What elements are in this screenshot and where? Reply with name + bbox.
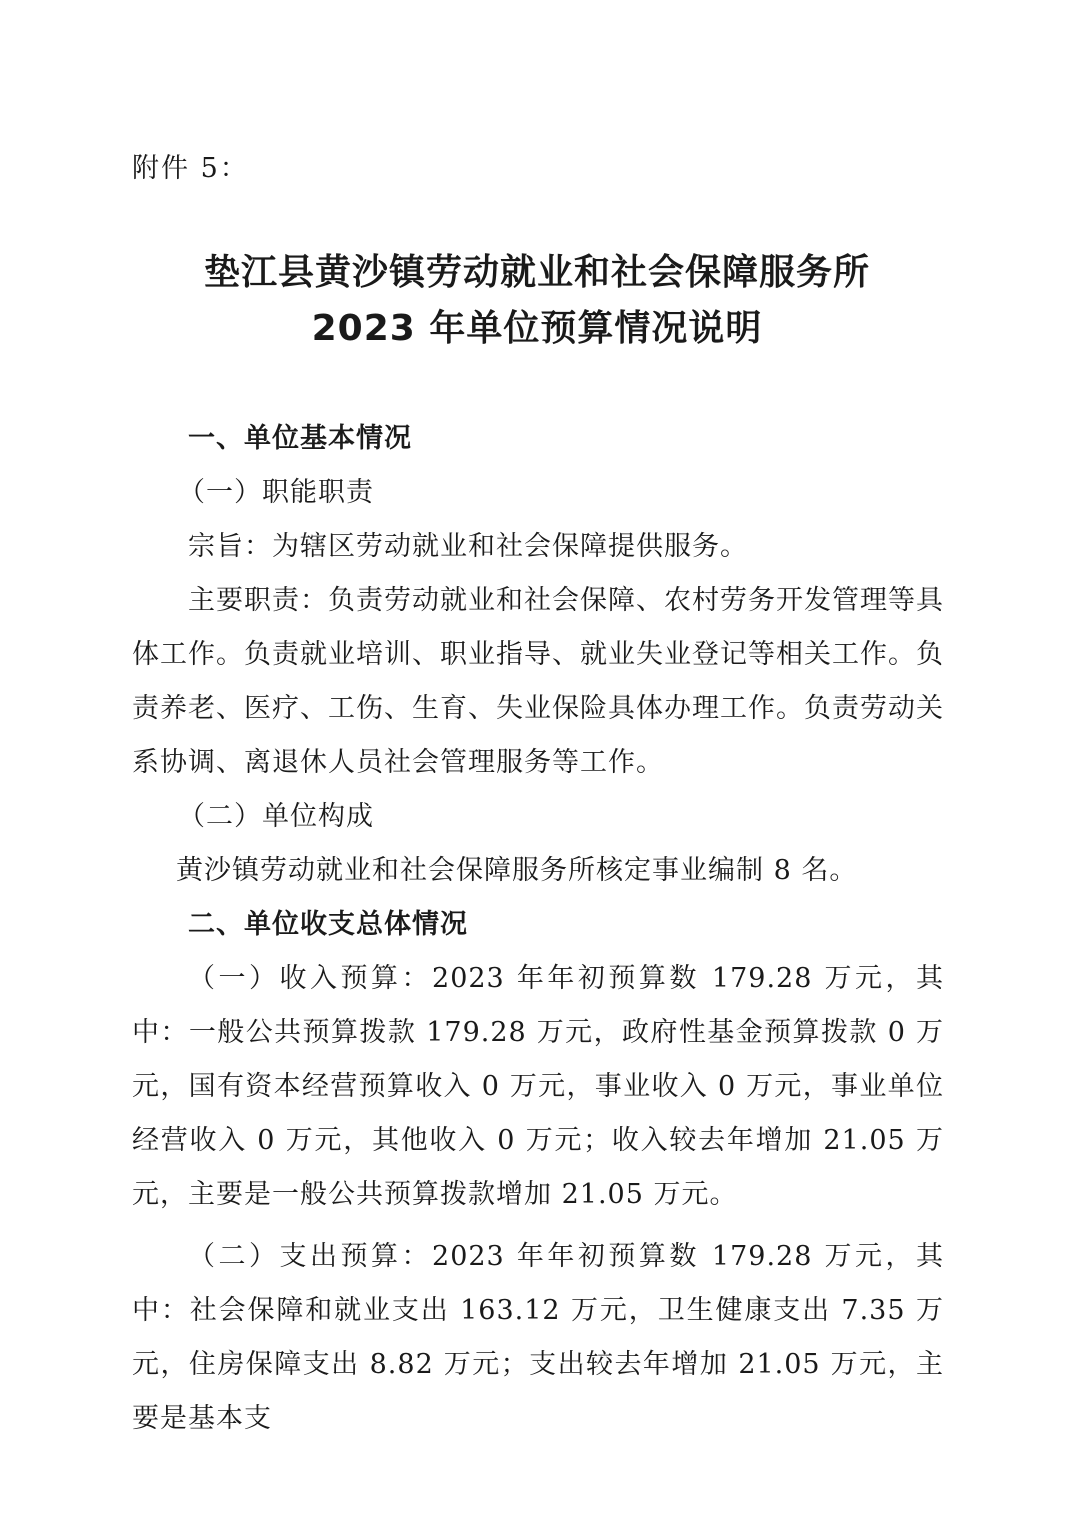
section-1-sub-2: （二）单位构成 — [178, 801, 374, 832]
attachment-label: 附件 5： — [132, 153, 249, 184]
income-paragraph: （一）收入预算：2023 年年初预算数 179.28 万元，其中：一般公共预算拨款 179.28 万元，政府性基金预算拨款 0 万元，国有资本经营预算收入 0 万元，事业收入 0 万元，事业单位经营收入 0 万元，其他收入 0 万元；收入较去年增加 21.05 万元，主要是一般公共预算拨款增加 21.05 万元。 — [132, 963, 944, 1210]
purpose-paragraph: 宗旨：为辖区劳动就业和社会保障提供服务。 — [188, 531, 748, 562]
document-title-line1: 垫江县黄沙镇劳动就业和社会保障服务所 — [203, 252, 870, 293]
expense-paragraph: （二）支出预算：2023 年年初预算数 179.28 万元，其中：社会保障和就业支出 163.12 万元，卫生健康支出 7.35 万元，住房保障支出 8.82 万元；支出较去年增加 21.05 万元，主要是基本支 — [132, 1241, 944, 1434]
duties-paragraph: 主要职责：负责劳动就业和社会保障、农村劳务开发管理等具体工作。负责就业培训、职业指导、就业失业登记等相关工作。负责养老、医疗、工伤、生育、失业保险具体办理工作。负责劳动关系协调、离退休人员社会管理服务等工作。 — [132, 585, 944, 778]
section-2-heading: 二、单位收支总体情况 — [188, 909, 468, 940]
composition-paragraph: 黄沙镇劳动就业和社会保障服务所核定事业编制 8 名。 — [176, 855, 858, 886]
document-title-line2: 2023 年单位预算情况说明 — [311, 308, 763, 349]
document-body — [132, 412, 944, 1446]
section-1-heading: 一、单位基本情况 — [188, 423, 412, 454]
section-1-sub-1: （一）职能职责 — [178, 477, 374, 508]
